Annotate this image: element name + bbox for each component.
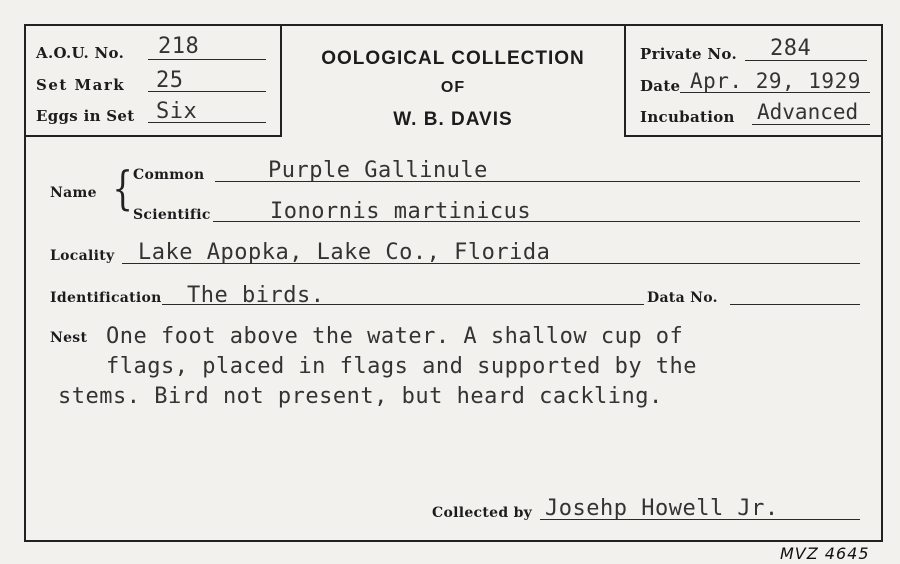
data-no-line [730,304,860,305]
aou-label: A.O.U. No. [36,44,125,62]
nest-label: Nest [50,330,88,346]
nest-line3: stems. Bird not present, but heard cackling. [58,384,663,409]
common-value: Purple Gallinule [268,158,488,183]
locality-line [122,263,860,264]
nest-line2: flags, placed in flags and supported by the [106,354,698,379]
private-label: Private No. [640,45,737,63]
identification-line [162,304,644,305]
identification-value: The birds. [187,283,325,308]
catalog-number: MVZ 4645 [780,544,870,563]
incubation-line [752,124,870,125]
collector-line [540,519,860,520]
date-label: Date [640,77,681,95]
data-no-label: Data No. [647,290,718,306]
eggs-label: Eggs in Set [36,107,135,125]
scientific-value: Ionornis martinicus [270,199,532,224]
eggs-value: Six [156,99,198,124]
scientific-label: Scientific [133,207,211,223]
title-line1: OOLOGICAL COLLECTION [321,48,585,69]
common-label: Common [133,167,205,183]
name-label: Name [50,185,97,201]
name-brace: { [112,161,133,215]
locality-value: Lake Apopka, Lake Co., Florida [138,240,551,265]
private-value: 284 [770,36,812,61]
incubation-label: Incubation [640,108,735,126]
date-line [680,92,870,93]
scientific-line [213,221,860,222]
aou-line [148,59,266,60]
title-line3: W. B. DAVIS [393,109,513,130]
set-mark-label: Set Mark [36,76,126,94]
set-mark-value: 25 [156,68,184,93]
eggs-line [148,122,266,123]
set-mark-line [148,91,266,92]
date-value: Apr. 29, 1929 [690,69,861,93]
collected-by-label: Collected by [432,505,533,521]
title-line2: OF [440,79,466,96]
private-line [745,60,867,61]
common-line [215,181,860,182]
collector-value: Josehp Howell Jr. [545,496,779,521]
incubation-value: Advanced [757,100,859,124]
identification-label: Identification [50,290,162,306]
locality-label: Locality [50,248,115,264]
aou-value: 218 [158,34,200,59]
nest-line1: One foot above the water. A shallow cup of [106,324,684,349]
